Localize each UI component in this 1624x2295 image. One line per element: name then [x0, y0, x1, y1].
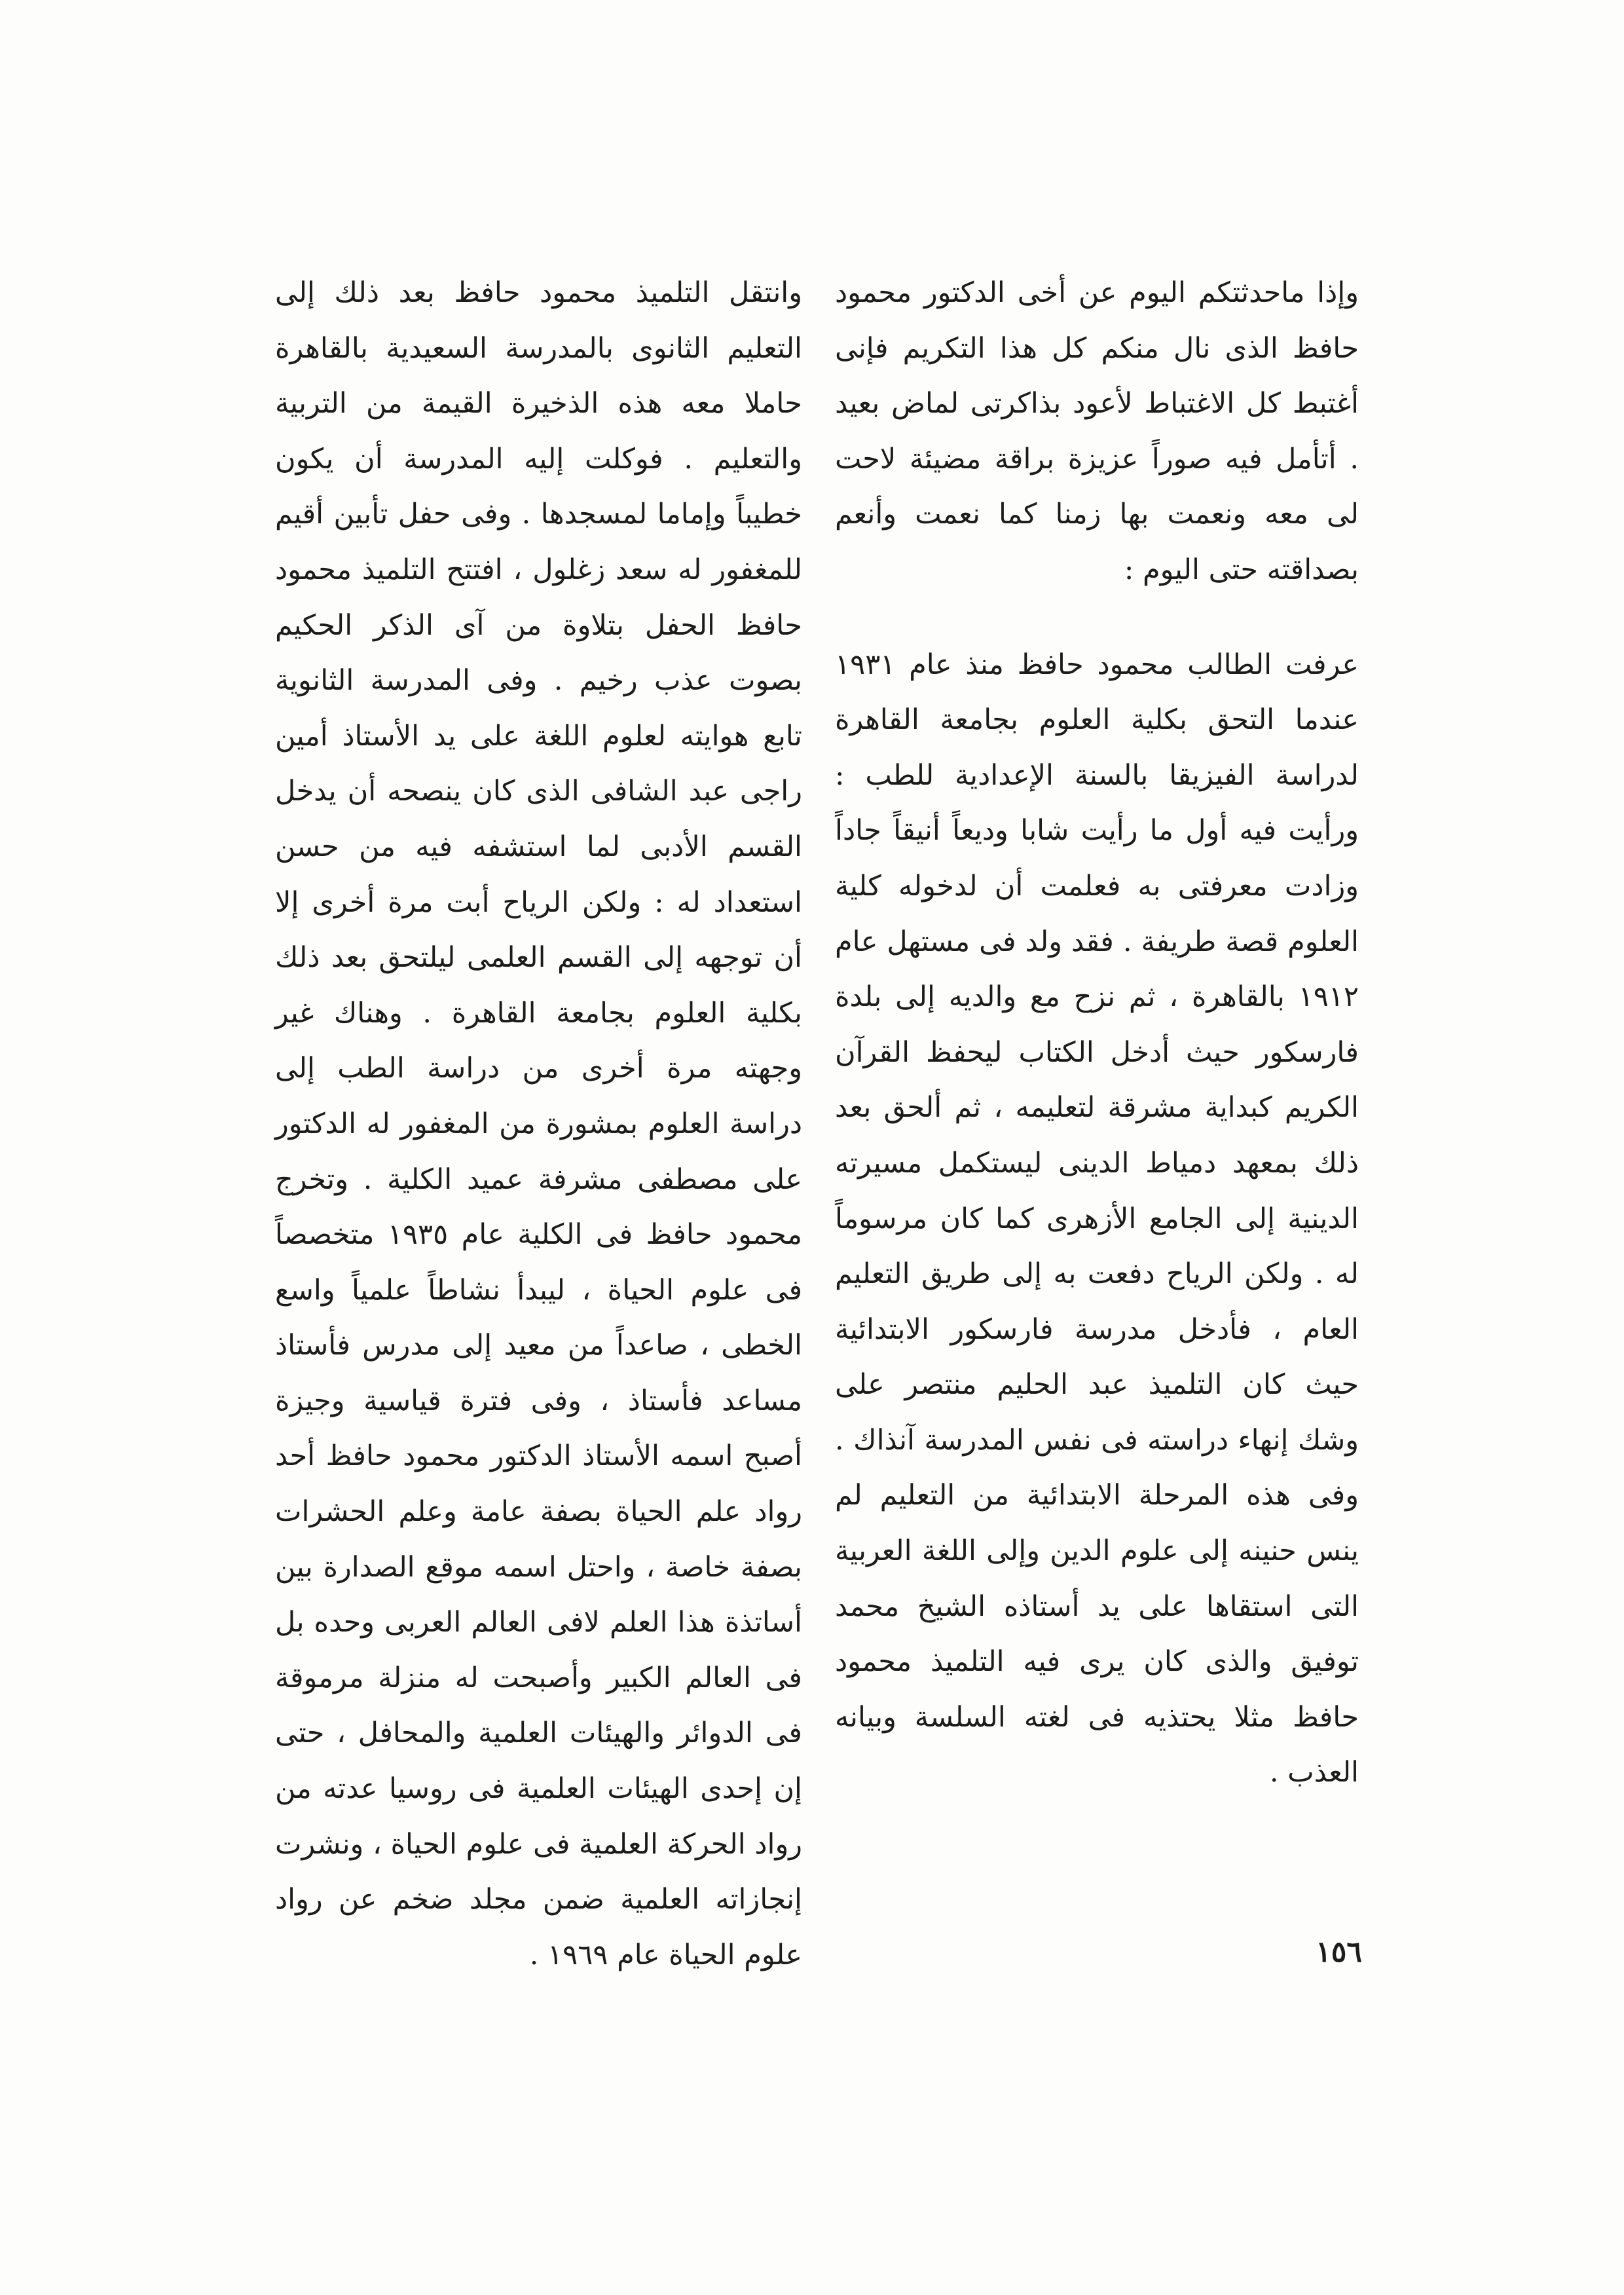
- right-column-paragraph-2: عرفت الطالب محمود حافظ منذ عام ١٩٣١ عندما التحق بكلية العلوم بجامعة القاهرة لدراسة الفيزيقا بالسنة الإعدادية للطب : ورأيت فيه أول ما رأيت شابا وديعاً أنيقاً جاداً وزادت معرفتى به فعلمت أن لدخوله كلية العلوم قصة طريفة . فقد ولد فى مستهل عام ١٩١٢ بالقاهرة ، ثم نزح مع والديه إلى بلدة فارسكور حيث أدخل الكتاب ليحفظ القرآن الكريم كبداية مشرقة لتعليمه ، ثم ألحق بعد ذلك بمعهد دمياط الدينى ليستكمل مسيرته الدينية إلى الجامع الأزهرى كما كان مرسوماً له . ولكن الرياح دفعت به إلى طريق التعليم العام ، فأدخل مدرسة فارسكور الابتدائية حيث كان التلميذ عبد الحليم منتصر على وشك إنهاء دراسته فى نفس المدرسة آنذاك . وفى هذه المرحلة الابتدائية من التعليم لم ينس حنينه إلى علوم الدين وإلى اللغة العربية التى استقاها على يد أستاذه الشيخ محمد توفيق والذى كان يرى فيه التلميذ محمود حافظ مثلا يحتذيه فى لغته السلسة وبيانه العذب .: [835, 648, 1359, 1789]
- right-column-paragraph-1: وإذا ماحدثتكم اليوم عن أخى الدكتور محمود حافظ الذى نال منكم كل هذا التكريم فإنى أغتبط كل الاغتباط لأعود بذاكرتى لماض بعيد . أتأمل فيه صوراً عزيزة براقة مضيئة لاحت لى معه ونعمت بها زمنا كما نعمت وأنعم بصداقته حتى اليوم :: [835, 276, 1359, 586]
- right-column: [835, 265, 1359, 1801]
- page-number: ١٥٦: [1316, 1935, 1362, 1969]
- left-column-paragraph-1: وانتقل التلميذ محمود حافظ بعد ذلك إلى التعليم الثانوى بالمدرسة السعيدية بالقاهرة حاملا معه هذه الذخيرة القيمة من التربية والتعليم . فوكلت إليه المدرسة أن يكون خطيباً وإماما لمسجدها . وفى حفل تأبين أقيم للمغفور له سعد زغلول ، افتتح التلميذ محمود حافظ الحفل بتلاوة من آى الذكر الحكيم بصوت عذب رخيم . وفى المدرسة الثانوية تابع هوايته لعلوم اللغة على يد الأستاذ أمين راجى عبد الشافى الذى كان ينصحه أن يدخل القسم الأدبى لما استشفه فيه من حسن استعداد له : ولكن الرياح أبت مرة أخرى إلا أن توجهه إلى القسم العلمى ليلتحق بعد ذلك بكلية العلوم بجامعة القاهرة . وهناك غير وجهته مرة أخرى من دراسة الطب إلى دراسة العلوم بمشورة من المغفور له الدكتور على مصطفى مشرفة عميد الكلية . وتخرج محمود حافظ فى الكلية عام ١٩٣٥ متخصصاً فى علوم الحياة ، ليبدأ نشاطاً علمياً واسع الخطى ، صاعداً من معيد إلى مدرس فأستاذ مساعد فأستاذ ، وفى فترة قياسية وجيزة أصبح اسمه الأستاذ الدكتور محمود حافظ أحد رواد علم الحياة بصفة عامة وعلم الحشرات بصفة خاصة ، واحتل اسمه موقع الصدارة بين أساتذة هذا العلم لافى العالم العربى وحده بل فى العالم الكبير وأصبحت له منزلة مرموقة فى الدوائر والهيئات العلمية والمحافل ، حتى إن إحدى الهيئات العلمية فى روسيا عدته من رواد الحركة العلمية فى علوم الحياة ، ونشرت إنجازاته العلمية ضمن مجلد ضخم عن رواد علوم الحياة عام ١٩٦٩ .: [275, 276, 802, 1971]
- left-column: [275, 265, 802, 1983]
- paragraph-gap: [835, 598, 1359, 637]
